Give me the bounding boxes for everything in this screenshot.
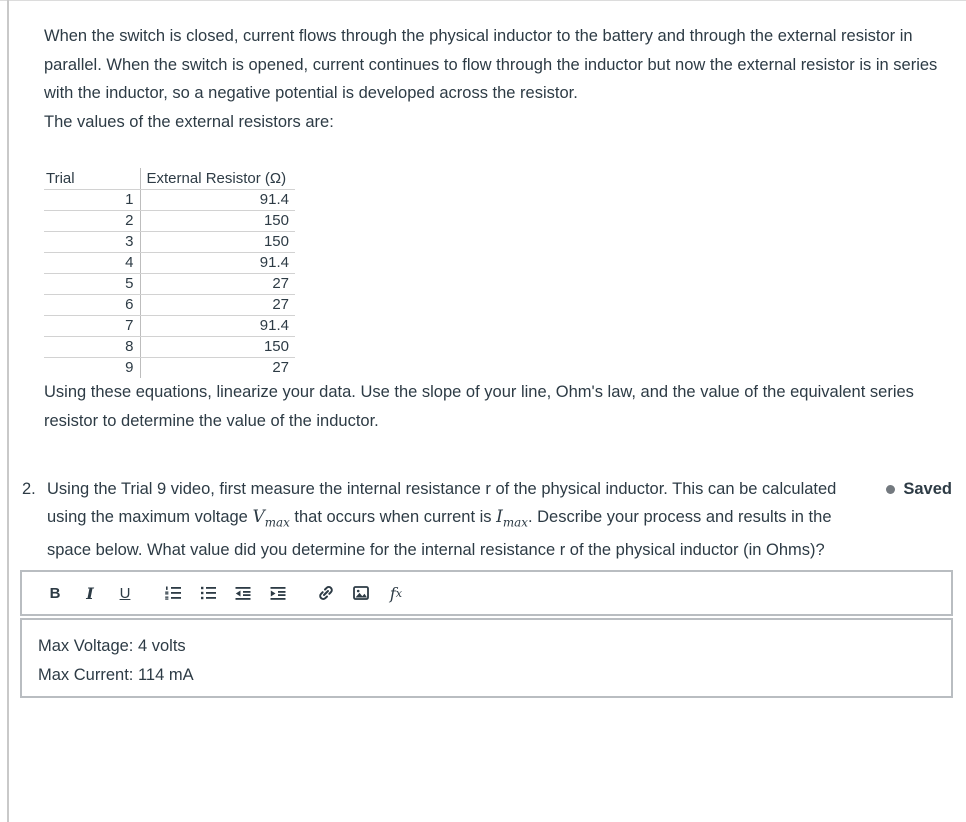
table-row: [44, 336, 295, 357]
bullet-list-icon: [199, 584, 217, 602]
table-row: [44, 273, 295, 294]
indent-icon: [269, 584, 287, 602]
outdent-icon: [234, 584, 252, 602]
linearize-paragraph: Using these equations, linearize your data. Use the slope of your line, Ohm's law, and the value of the equivalent series resistor to determine the value of the inductor.: [44, 383, 914, 430]
saved-dot-icon: [886, 485, 895, 494]
resistor-cell: 91.4: [140, 315, 295, 336]
answer-line-voltage: Max Voltage: 4 volts: [38, 637, 186, 656]
answer-line-current: Max Current: 114 mA: [38, 666, 194, 685]
trial-cell: 7: [44, 315, 140, 336]
outdent-button[interactable]: [232, 582, 254, 604]
table-row: [44, 189, 295, 210]
imax-subscript: max: [502, 515, 528, 530]
vmax-subscript: max: [264, 515, 290, 530]
trial-cell: 3: [44, 231, 140, 252]
resistor-cell: 150: [140, 231, 295, 252]
resistor-cell: 27: [140, 294, 295, 315]
text-style-group: [44, 582, 136, 604]
resistor-cell: 91.4: [140, 252, 295, 273]
saved-label: Saved: [903, 479, 952, 498]
trial-cell: 5: [44, 273, 140, 294]
trial-cell: 9: [125, 359, 134, 377]
question-number: 2.: [22, 480, 36, 498]
question-2: [22, 475, 956, 564]
trial-cell: 4: [44, 252, 140, 273]
trial-cell: 2: [44, 210, 140, 231]
imax-base: I: [496, 507, 503, 527]
table-row: [44, 294, 295, 315]
numbered-list-button[interactable]: [162, 582, 184, 604]
resistor-cell: 91.4: [140, 189, 295, 210]
table-row: [44, 315, 295, 336]
resistor-cell: 27: [140, 357, 295, 378]
rich-text-editor: [20, 570, 953, 698]
resistor-values-intro: The values of the external resistors are:: [44, 112, 334, 131]
bullet-list-button[interactable]: [197, 582, 219, 604]
italic-button[interactable]: I: [79, 582, 101, 604]
fx-base: f: [389, 583, 396, 603]
image-icon: [352, 584, 370, 602]
fx-subscript: x: [395, 586, 403, 600]
underline-button[interactable]: U: [114, 582, 136, 604]
table-row: [44, 357, 295, 378]
table-header-trial: Trial: [44, 168, 140, 189]
resistor-cell: 150: [140, 210, 295, 231]
intro-paragraph: When the switch is closed, current flows through the physical inductor to the battery and through the external resistor in parallel. When the switch is opened, current continues to flow through the inductor but now the external resistor is in series with the inductor, so a negative potential is developed across the resistor.: [44, 27, 938, 102]
left-page-rule: [7, 0, 9, 822]
trial-cell: 1: [44, 189, 140, 210]
trial-cell: 8: [44, 336, 140, 357]
link-icon: [317, 584, 335, 602]
table-header-resistor: External Resistor (Ω): [140, 168, 295, 189]
list-indent-group: [162, 582, 289, 604]
vmax-variable: [252, 507, 290, 530]
answer-text-area[interactable]: [20, 618, 953, 698]
trial-cell: 6: [44, 294, 140, 315]
question-text: [47, 475, 842, 564]
table-row: [44, 252, 295, 273]
equation-button[interactable]: [385, 582, 407, 604]
question-text-part1: Using the Trial 9 video, first measure the internal resistance r of the physical inductor. This can be calculated using the maximum voltage: [47, 480, 837, 526]
imax-variable: [496, 507, 528, 530]
resistor-cell: 150: [140, 336, 295, 357]
numbered-list-icon: [164, 584, 182, 602]
question-text-part3: . Describe your process and results in the space below. What value did you determine for the internal resistance r of the physical inductor (in Ohms)?: [47, 508, 832, 560]
table-row: [44, 210, 295, 231]
top-divider: [0, 0, 966, 1]
table-row: [44, 231, 295, 252]
link-button[interactable]: [315, 582, 337, 604]
question-text-part2: that occurs when current is: [289, 508, 497, 526]
insert-group: [315, 582, 407, 604]
vmax-base: V: [252, 507, 265, 527]
resistor-table: [44, 168, 295, 378]
saved-status: [886, 475, 956, 503]
table-header-row: [44, 168, 295, 189]
editor-toolbar: [20, 570, 953, 616]
indent-button[interactable]: [267, 582, 289, 604]
resistor-cell: 27: [140, 273, 295, 294]
image-button[interactable]: [350, 582, 372, 604]
bold-button[interactable]: B: [44, 582, 66, 604]
